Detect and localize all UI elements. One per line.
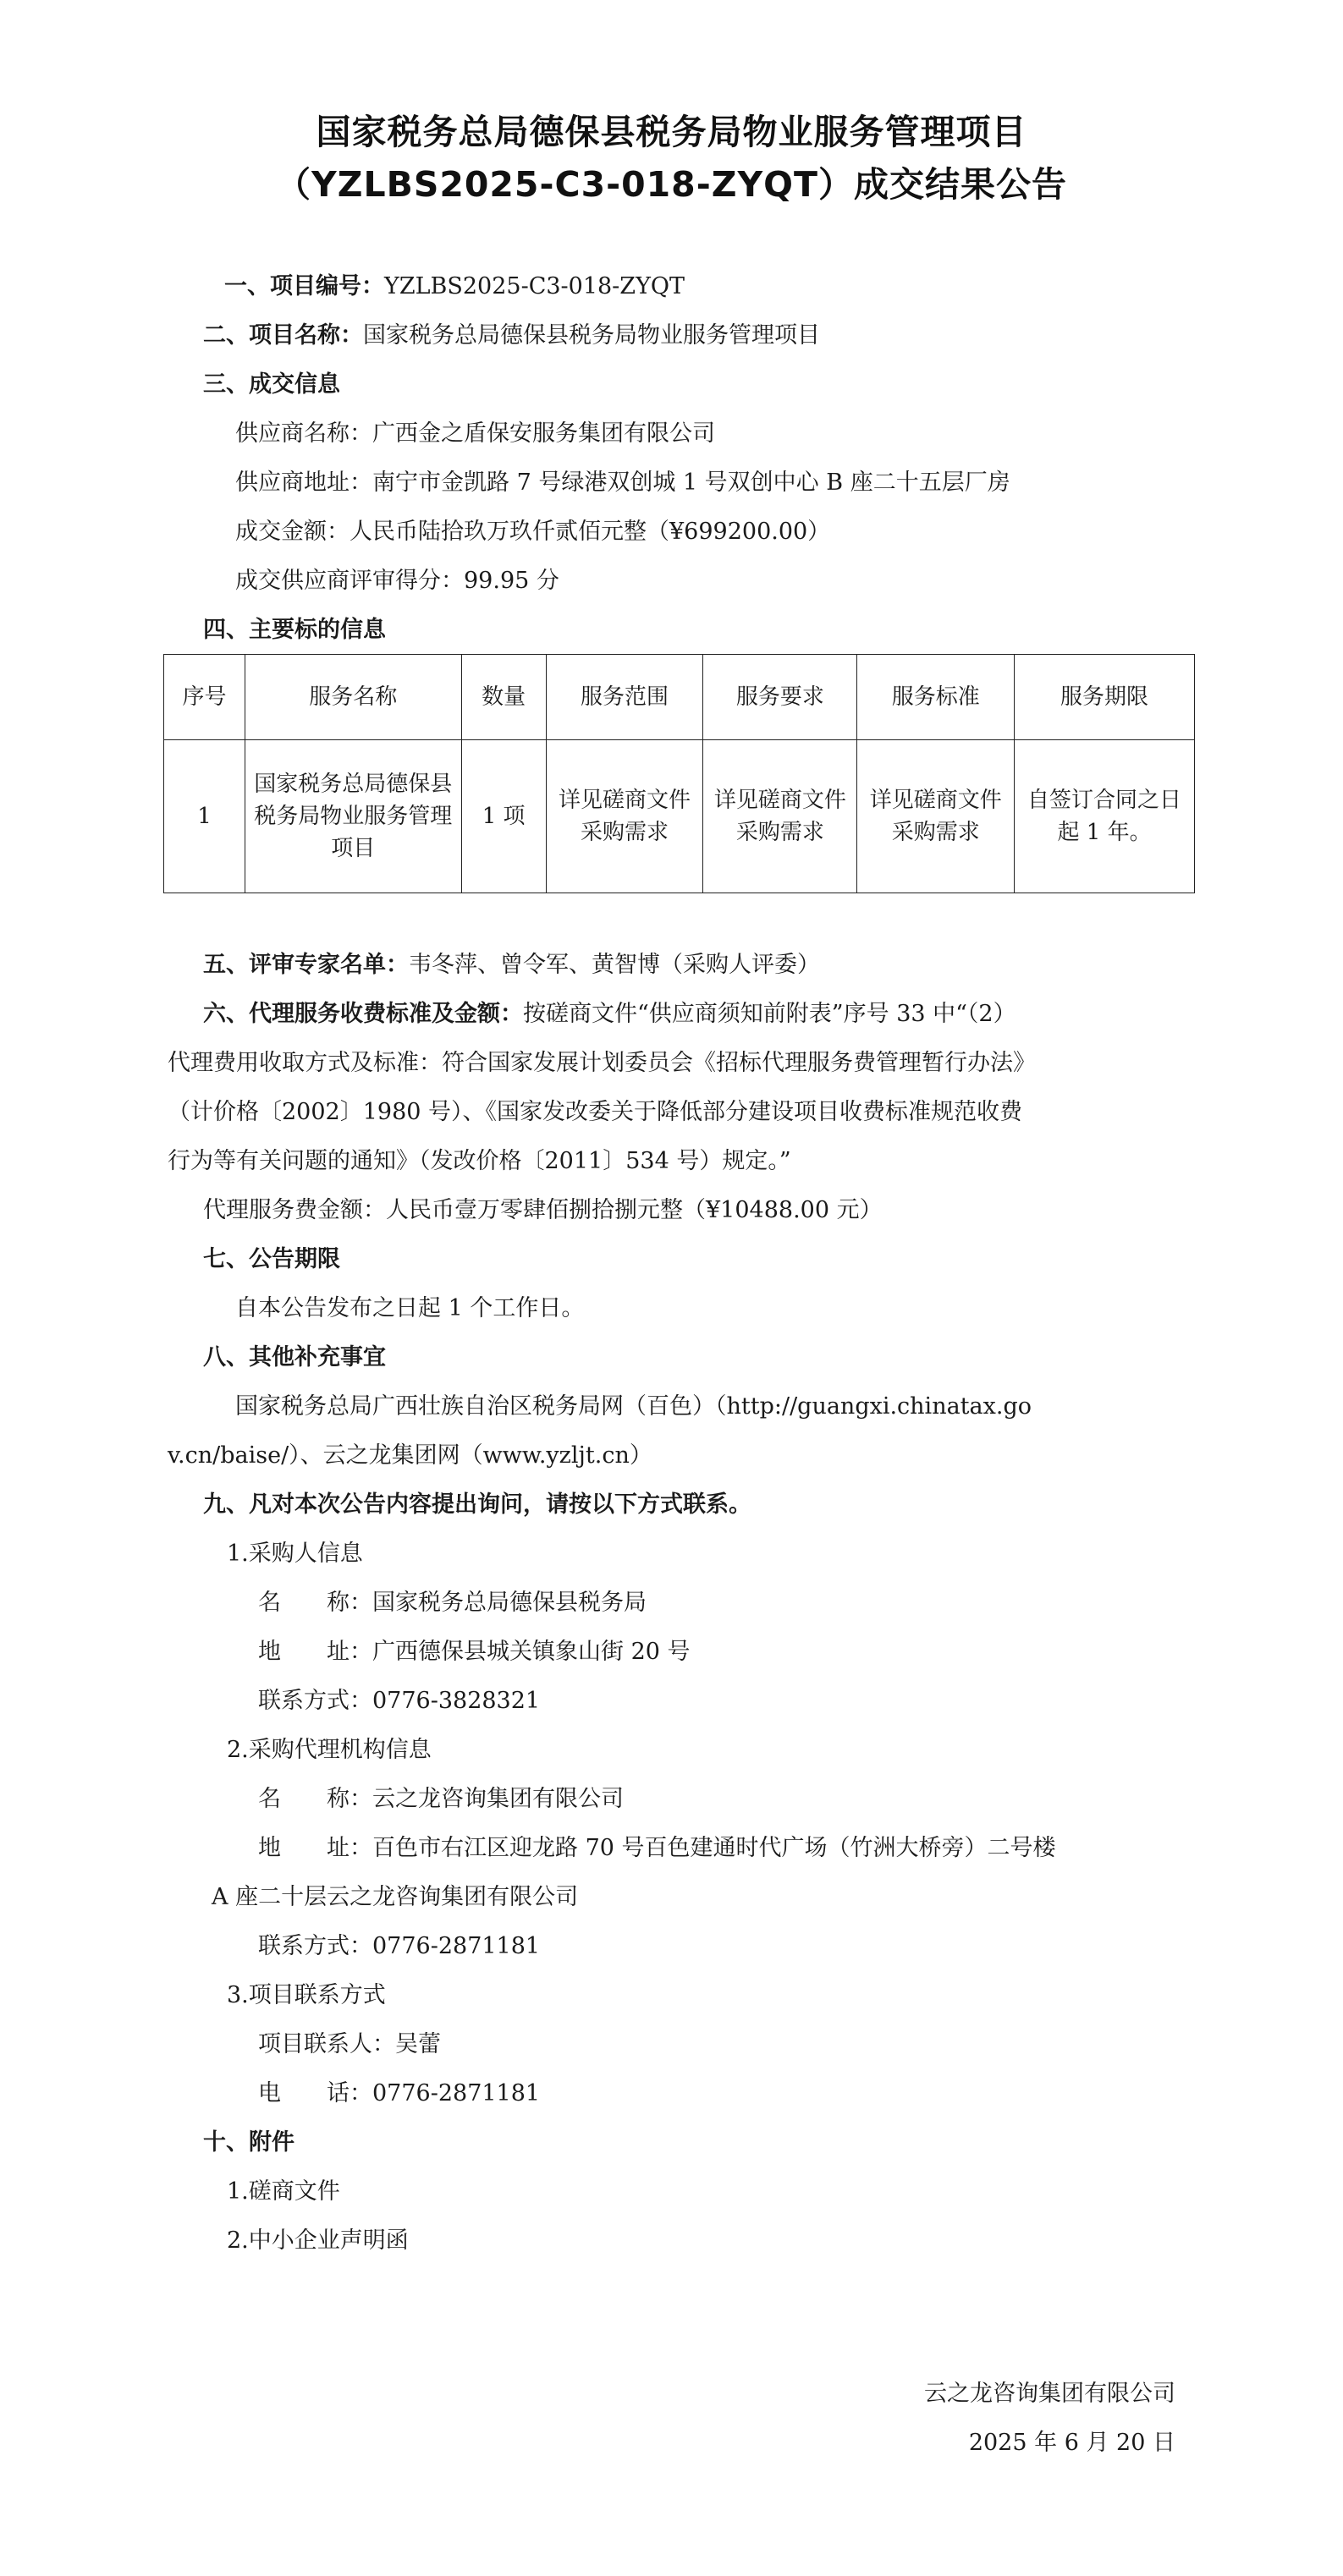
table-header-row — [164, 655, 1195, 740]
fee-standard-line-3: （计价格〔2002〕1980 号）、《国家发改委关于降低部分建设项目收费标准规范收费 — [168, 1099, 1023, 1125]
footer-date: 2025 年 6 月 20 日 — [968, 2430, 1175, 2456]
title-line-1: 国家税务总局德保县税务局物业服务管理项目 — [316, 112, 1027, 152]
project-contact-person: 项目联系人：吴蕾 — [258, 2031, 441, 2057]
col-header-service-period: 服务期限 — [1015, 655, 1195, 740]
section-heading-main-subject: 四、主要标的信息 — [203, 617, 386, 643]
cell-service-requirement: 详见磋商文件采购需求 — [703, 740, 857, 893]
expert-list: 韦冬萍、曾令军、黄智博（采购人评委） — [409, 952, 820, 978]
subject-table — [163, 654, 1195, 893]
agency-contact: 联系方式：0776-2871181 — [258, 1933, 541, 1959]
section-project-name — [203, 321, 820, 350]
attachment-item-2: 2.中小企业声明函 — [227, 2227, 409, 2254]
section-heading: 六、代理服务收费标准及金额： — [203, 1001, 523, 1027]
project-name: 国家税务总局德保县税务局物业服务管理项目 — [363, 322, 820, 349]
cell-quantity: 1 项 — [461, 740, 546, 893]
section-heading: 一、项目编号： — [224, 273, 384, 299]
purchaser-info-title: 1.采购人信息 — [227, 1541, 363, 1567]
fee-standard-line-1: 按磋商文件“供应商须知前附表”序号 33 中“（2） — [523, 1001, 1016, 1027]
deal-amount: 成交金额：人民币陆拾玖万玖仟贰佰元整（¥699200.00） — [235, 519, 831, 545]
section-experts — [203, 951, 820, 980]
purchaser-contact: 联系方式：0776-3828321 — [258, 1688, 541, 1714]
section-project-number — [224, 272, 685, 301]
announcement-period: 自本公告发布之日起 1 个工作日。 — [235, 1295, 585, 1321]
supplier-name: 供应商名称：广西金之盾保安服务集团有限公司 — [235, 420, 715, 447]
fee-standard-line-2: 代理费用收取方式及标准：符合国家发展计划委员会《招标代理服务费管理暂行办法》 — [168, 1050, 1036, 1076]
col-header-service-requirement: 服务要求 — [703, 655, 857, 740]
section-heading: 五、评审专家名单： — [203, 952, 409, 978]
section-heading-deal-info: 三、成交信息 — [203, 371, 340, 398]
cell-service-scope: 详见磋商文件采购需求 — [546, 740, 703, 893]
supplementary-line-1: 国家税务总局广西壮族自治区税务局网（百色）（http://guangxi.chinatax.go — [235, 1393, 1032, 1420]
section-heading-contact: 九、凡对本次公告内容提出询问，请按以下方式联系。 — [203, 1491, 751, 1518]
agency-address-line-1: 地 址：百色市右江区迎龙路 70 号百色建通时代广场（竹洲大桥旁）二号楼 — [258, 1835, 1056, 1861]
section-heading-period: 七、公告期限 — [203, 1246, 340, 1272]
title-line-2: （YZLBS2025-C3-018-ZYQT）成交结果公告 — [276, 164, 1067, 205]
cell-service-name: 国家税务总局德保县税务局物业服务管理项目 — [245, 740, 461, 893]
section-heading-supplementary: 八、其他补充事宜 — [203, 1344, 386, 1370]
section-heading-attachments: 十、附件 — [203, 2129, 294, 2156]
project-contact-phone: 电 话：0776-2871181 — [258, 2080, 541, 2106]
col-header-service-scope: 服务范围 — [546, 655, 703, 740]
supplementary-line-2: v.cn/baise/）、云之龙集团网（www.yzljt.cn） — [168, 1442, 652, 1469]
table-row — [164, 740, 1195, 893]
project-number: YZLBS2025-C3-018-ZYQT — [384, 273, 685, 299]
agency-name: 名 称：云之龙咨询集团有限公司 — [258, 1786, 624, 1812]
cell-service-period: 自签订合同之日起 1 年。 — [1015, 740, 1195, 893]
col-header-service-name: 服务名称 — [245, 655, 461, 740]
section-agency-fee — [203, 1000, 1016, 1029]
supplier-score: 成交供应商评审得分：99.95 分 — [235, 568, 559, 594]
supplier-address: 供应商地址：南宁市金凯路 7 号绿港双创城 1 号双创中心 B 座二十五层厂房 — [235, 470, 1010, 496]
agency-fee-amount: 代理服务费金额：人民币壹万零肆佰捌拾捌元整（¥10488.00 元） — [203, 1197, 883, 1223]
col-header-service-standard: 服务标准 — [857, 655, 1015, 740]
section-heading: 二、项目名称： — [203, 322, 363, 349]
col-header-index: 序号 — [164, 655, 245, 740]
cell-index: 1 — [164, 740, 245, 893]
cell-service-standard: 详见磋商文件采购需求 — [857, 740, 1015, 893]
attachment-item-1: 1.磋商文件 — [227, 2178, 340, 2205]
fee-standard-line-4: 行为等有关问题的通知》（发改价格〔2011〕534 号）规定。” — [168, 1148, 791, 1174]
purchaser-address: 地 址：广西德保县城关镇象山街 20 号 — [258, 1639, 691, 1665]
purchaser-name: 名 称：国家税务总局德保县税务局 — [258, 1590, 647, 1616]
project-contact-title: 3.项目联系方式 — [227, 1982, 386, 2008]
footer-company: 云之龙咨询集团有限公司 — [924, 2381, 1175, 2407]
agency-address-line-2: A 座二十层云之龙咨询集团有限公司 — [212, 1884, 579, 1910]
agency-info-title: 2.采购代理机构信息 — [227, 1737, 432, 1763]
col-header-quantity: 数量 — [461, 655, 546, 740]
